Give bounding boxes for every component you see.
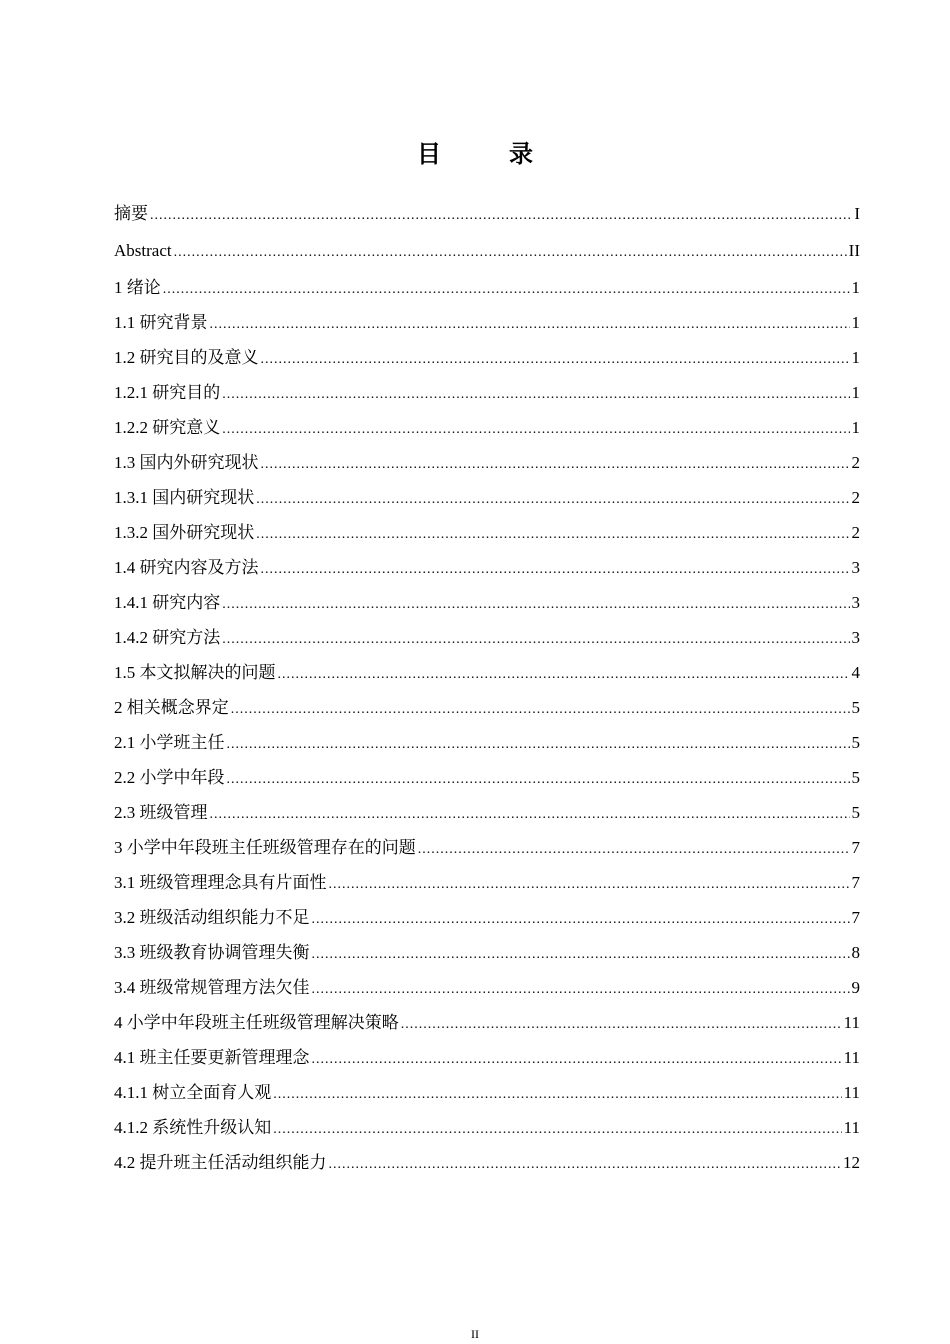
toc-entry[interactable] <box>114 445 860 480</box>
toc-entry-page-number: 1 <box>851 383 860 402</box>
toc-entry[interactable] <box>114 1075 860 1110</box>
toc-dot-leader <box>222 622 849 657</box>
toc-entry[interactable] <box>114 725 860 760</box>
toc-entry-page-number: 7 <box>851 838 860 857</box>
toc-entry[interactable] <box>114 830 860 865</box>
toc-dot-leader <box>273 1112 841 1147</box>
toc-entry-label: 4.1 班主任要更新管理理念 <box>114 1048 310 1067</box>
toc-entry-label: 1.2 研究目的及意义 <box>114 348 259 367</box>
toc-entry[interactable] <box>114 480 860 515</box>
toc-dot-leader <box>329 1147 842 1182</box>
toc-dot-leader <box>312 902 850 937</box>
toc-entry[interactable] <box>114 233 860 270</box>
toc-entry-page-number: 11 <box>843 1013 860 1032</box>
toc-entry[interactable] <box>114 655 860 690</box>
toc-entry[interactable] <box>114 865 860 900</box>
toc-entry[interactable] <box>114 900 860 935</box>
toc-dot-leader <box>312 972 850 1007</box>
toc-entry-label: 2.1 小学班主任 <box>114 733 225 752</box>
toc-dot-leader <box>231 692 850 727</box>
toc-entry-page-number: 5 <box>851 803 860 822</box>
toc-entry-label: 1.3 国内外研究现状 <box>114 453 259 472</box>
toc-entry-page-number: I <box>854 204 860 223</box>
toc-entry-page-number: 11 <box>843 1048 860 1067</box>
toc-entry-label: 4.1.2 系统性升级认知 <box>114 1118 272 1137</box>
toc-entry-page-number: 7 <box>851 908 860 927</box>
toc-entry-page-number: 8 <box>851 943 860 962</box>
toc-entry-page-number: 5 <box>851 733 860 752</box>
toc-dot-leader <box>256 482 849 517</box>
footer-page-number: II <box>471 1327 479 1341</box>
toc-entry-page-number: 7 <box>851 873 860 892</box>
toc-entry-page-number: 2 <box>851 488 860 507</box>
toc-entry[interactable] <box>114 515 860 550</box>
toc-entry-label: 1.4.2 研究方法 <box>114 628 221 647</box>
toc-entry-page-number: II <box>848 241 860 260</box>
toc-entry[interactable] <box>114 305 860 340</box>
toc-entry[interactable] <box>114 585 860 620</box>
toc-dot-leader <box>273 1077 841 1112</box>
toc-entry[interactable] <box>114 795 860 830</box>
toc-dot-leader <box>401 1007 842 1042</box>
toc-entry[interactable] <box>114 690 860 725</box>
toc-entry-label: 1.1 研究背景 <box>114 313 208 332</box>
toc-entry[interactable] <box>114 1110 860 1145</box>
toc-dot-leader <box>210 797 850 832</box>
toc-entry-page-number: 1 <box>851 278 860 297</box>
toc-entry[interactable] <box>114 1040 860 1075</box>
toc-entry-label: 1 绪论 <box>114 278 161 297</box>
toc-entry-page-number: 9 <box>851 978 860 997</box>
toc-entry-label: 4.2 提升班主任活动组织能力 <box>114 1153 327 1172</box>
toc-entry[interactable] <box>114 196 860 233</box>
toc-dot-leader <box>150 198 852 233</box>
toc-dot-leader <box>278 657 850 692</box>
toc-dot-leader <box>222 377 849 412</box>
toc-entry-label: 1.4 研究内容及方法 <box>114 558 259 577</box>
toc-entry-label: 3.4 班级常规管理方法欠佳 <box>114 978 310 997</box>
toc-entry-label: 3.3 班级教育协调管理失衡 <box>114 943 310 962</box>
toc-entry-label: 摘要 <box>114 204 148 223</box>
toc-dot-leader <box>256 517 849 552</box>
toc-dot-leader <box>227 727 850 762</box>
toc-entry-label: 1.4.1 研究内容 <box>114 593 221 612</box>
toc-entry-label: 1.2.1 研究目的 <box>114 383 221 402</box>
toc-entry-page-number: 12 <box>843 1153 860 1172</box>
toc-dot-leader <box>261 552 850 587</box>
page-title: 目 录 <box>417 140 555 169</box>
toc-entry-page-number: 3 <box>851 628 860 647</box>
toc-entry[interactable] <box>114 270 860 305</box>
toc-dot-leader <box>329 867 850 902</box>
toc-entry[interactable] <box>114 760 860 795</box>
toc-dot-leader <box>222 412 849 447</box>
toc-dot-leader <box>312 937 850 972</box>
toc-entry-page-number: 5 <box>851 768 860 787</box>
toc-entry[interactable] <box>114 1145 860 1180</box>
toc-dot-leader <box>222 587 849 622</box>
toc-dot-leader <box>312 1042 842 1077</box>
toc-entry[interactable] <box>114 340 860 375</box>
toc-dot-leader <box>227 762 850 797</box>
toc-entry-label: 3.2 班级活动组织能力不足 <box>114 908 310 927</box>
toc-entry-page-number: 11 <box>843 1083 860 1102</box>
toc-entry[interactable] <box>114 620 860 655</box>
toc-entry-page-number: 3 <box>851 593 860 612</box>
toc-entry-page-number: 5 <box>851 698 860 717</box>
toc-entry-page-number: 1 <box>851 348 860 367</box>
toc-entry-label: 1.3.2 国外研究现状 <box>114 523 255 542</box>
toc-entry[interactable] <box>114 1005 860 1040</box>
toc-dot-leader <box>210 307 850 342</box>
toc-entry[interactable] <box>114 970 860 1005</box>
toc-dot-leader <box>261 342 850 377</box>
toc-entry-label: 4 小学中年段班主任班级管理解决策略 <box>114 1013 399 1032</box>
toc-entry-page-number: 1 <box>851 418 860 437</box>
toc-entry-page-number: 4 <box>851 663 860 682</box>
toc-entry-label: 2.3 班级管理 <box>114 803 208 822</box>
toc-entry-label: Abstract <box>114 241 172 260</box>
toc-dot-leader <box>163 272 850 307</box>
toc-entry-label: 1.5 本文拟解决的问题 <box>114 663 276 682</box>
toc-entry-label: 3.1 班级管理理念具有片面性 <box>114 873 327 892</box>
toc-dot-leader <box>418 832 850 867</box>
toc-entry-page-number: 2 <box>851 523 860 542</box>
toc-entry-label: 1.2.2 研究意义 <box>114 418 221 437</box>
toc-entry-page-number: 3 <box>851 558 860 577</box>
toc-entry-page-number: 2 <box>851 453 860 472</box>
toc-entry[interactable] <box>114 375 860 410</box>
toc-entry-page-number: 1 <box>851 313 860 332</box>
toc-entry[interactable] <box>114 935 860 970</box>
toc-entry-label: 4.1.1 树立全面育人观 <box>114 1083 272 1102</box>
toc-entry-page-number: 11 <box>843 1118 860 1137</box>
toc-entry-label: 3 小学中年段班主任班级管理存在的问题 <box>114 838 416 857</box>
toc-entry-label: 1.3.1 国内研究现状 <box>114 488 255 507</box>
toc-entry-label: 2.2 小学中年段 <box>114 768 225 787</box>
table-of-contents <box>114 196 860 1180</box>
toc-entry[interactable] <box>114 410 860 445</box>
toc-entry[interactable] <box>114 550 860 585</box>
toc-entry-label: 2 相关概念界定 <box>114 698 229 717</box>
toc-dot-leader <box>261 447 850 482</box>
toc-dot-leader <box>174 235 847 270</box>
